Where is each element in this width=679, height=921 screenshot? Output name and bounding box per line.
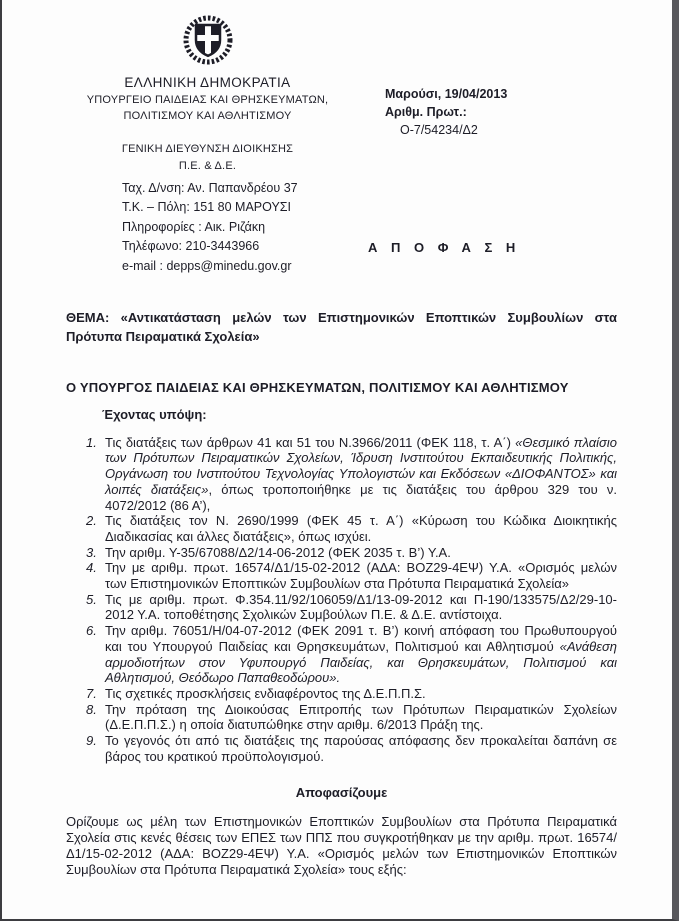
consideration-item — [86, 560, 617, 591]
consideration-number: 9. — [86, 733, 97, 749]
consideration-number: 4. — [86, 560, 97, 576]
protocol-block — [385, 85, 507, 139]
place-date: Μαρούσι, 19/04/2013 — [385, 87, 508, 101]
consideration-text: «Θεσμικό πλαίσιο των Πρότυπων Πειραματικών Σχολείων, Ίδρυση Ινστιτούτου Εκπαιδευτικής Πολιτικής, Οργάνωση του Ινστιτούτου Τεχνολογίας Υπολογιστών και Εκδόσεων «ΔΙΟΦΑΝΤΟΣ» και λοιπές διατάξεις» — [105, 434, 617, 497]
consideration-item — [86, 702, 617, 733]
contact-postal-city: Τ.Κ. – Πόλη: 151 80 ΜΑΡΟΥΣΙ — [122, 200, 291, 215]
consideration-number: 1. — [86, 434, 97, 450]
consideration-item — [86, 623, 617, 686]
consideration-item — [86, 592, 617, 623]
consideration-text: Την αριθμ. 76051/Η/04-07-2012 (ΦΕΚ 2091 τ. Β’) κοινή απόφαση του Πρωθυπουργού και του Υπουργού Παιδείας και Θρησκευμάτων, Πολιτισμού και Αθλητισμού — [105, 623, 617, 654]
protocol-label: Αριθμ. Πρωτ.: — [385, 105, 467, 120]
consideration-text: «Ανάθεση αρμοδιοτήτων στον Υφυπουργό Παιδείας, και Θρησκευμάτων, Πολιτισμού και Αθλητισμού, Θεόδωρο Παπαθεοδώρου». — [105, 638, 617, 686]
consideration-text: Το γεγονός ότι από τις διατάξεις της παρούσας απόφασης δεν προκαλείται δαπάνη σε βάρος του κρατικού προϋπολογισμού. — [105, 733, 617, 764]
minister-heading: Ο ΥΠΟΥΡΓΟΣ ΠΑΙΔΕΙΑΣ ΚΑΙ ΘΡΗΣΚΕΥΜΑΤΩΝ, ΠΟΛΙΤΙΣΜΟΥ ΚΑΙ ΑΘΛΗΤΙΣΜΟΥ — [66, 379, 569, 395]
consideration-item — [86, 435, 617, 514]
decide-heading: Αποφασίζουμε — [295, 785, 388, 801]
consideration-text: Τις διατάξεις των άρθρων 41 και 51 του Ν.3966/2011 (ΦΕΚ 118, τ. Α΄) — [105, 434, 516, 450]
consideration-item — [86, 733, 617, 764]
contact-information: Πληροφορίες : Αικ. Ριζάκη — [122, 219, 266, 234]
consideration-number: 6. — [86, 623, 97, 639]
consideration-number: 5. — [86, 591, 97, 607]
consideration-text: Τις με αριθμ. πρωτ. Φ.354.11/92/106059/Δ1/13-09-2012 και Π-190/133575/Δ2/29-10-2012 Υ.Α. τοποθέτησης Σχολικών Συμβούλων Π.Ε. & Δ.Ε. αντίστοιχα. — [105, 591, 617, 623]
contact-block — [122, 179, 298, 276]
closing-paragraph: Ορίζουμε ως μέλη των Επιστημονικών Εποπτικών Συμβουλίων στα Πρότυπα Πειραματικά Σχολεία στις κενές θέσεις των ΕΠΕΣ των ΠΠΣ που συγκροτήθηκαν με την αριθμ. πρωτ. 16574/Δ1/15-02-2012 (ΑΔΑ: ΒΟΖ29-4ΕΨ) Υ.Α. «Ορισμός μελών των Επιστημονικών Εποπτικών Συμβουλίων στα Πρότυπα Πειραματικά Σχολεία» τους εξής: — [66, 814, 617, 878]
consideration-text: Την αριθμ. Υ-35/67088/Δ2/14-06-2012 (ΦΕΚ 2035 τ. Β’) Υ.Α. — [105, 544, 451, 560]
subject-line: ΘΕΜΑ: «Αντικατάσταση μελών των Επιστημονικών Εποπτικών Συμβουλίων στα Πρότυπα Πειραματικά Σχολεία» — [66, 310, 617, 344]
consideration-text: Τις σχετικές προσκλήσεις ενδιαφέροντος της Δ.Ε.Π.Π.Σ. — [105, 685, 426, 701]
republic-title: ΕΛΛΗΝΙΚΗ ΔΗΜΟΚΡΑΤΙΑ — [124, 75, 291, 90]
directorate-line1: ΓΕΝΙΚΗ ΔΙΕΥΘΥΝΣΗ ΔΙΟΙΚΗΣΗΣ — [121, 142, 294, 155]
consideration-number: 3. — [86, 544, 97, 560]
header-left-block — [55, 12, 360, 174]
consideration-text: , όπως τροποποιήθηκε με τις διατάξεις του άρθρου 329 του ν. 4072/2012 (86 Α’), — [105, 481, 618, 513]
ministry-name-line2: ΠΟΛΙΤΙΣΜΟΥ ΚΑΙ ΑΘΛΗΤΙΣΜΟΥ — [123, 110, 292, 123]
contact-email: e-mail : depps@minedu.gov.gr — [122, 258, 292, 273]
consideration-text: Τις διατάξεις τον Ν. 2690/1999 (ΦΕΚ 45 τ. Α΄) «Κύρωση του Κώδικα Διοικητικής Διαδικασίας και άλλες διατάξεις», όπως ισχύει. — [105, 513, 617, 544]
contact-phone: Τηλέφωνο: 210-3443966 — [122, 239, 260, 254]
consideration-number: 2. — [86, 513, 97, 529]
consideration-item — [86, 545, 617, 561]
consideration-item — [86, 686, 617, 702]
consideration-item — [86, 513, 617, 544]
protocol-number: Ο-7/54234/Δ2 — [400, 123, 478, 138]
having-regard-label: Έχοντας υπόψη: — [102, 406, 207, 422]
consideration-number: 8. — [86, 701, 97, 717]
consideration-text: Την με αριθμ. πρωτ. 16574/Δ1/15-02-2012 (ΑΔΑ: ΒΟΖ29-4ΕΨ) Υ.Α. «Ορισμός μελών των Επιστημονικών Εποπτικών Συμβουλίων στα Πρότυπα Πειραματικά Σχολεία» — [105, 560, 617, 592]
decision-heading: Α Π Ο Φ Α Σ Η — [368, 240, 521, 255]
considerations-list — [86, 435, 617, 765]
consideration-text: Την πρόταση της Διοικούσας Επιτροπής των Πρότυπων Πειραματικών Σχολείων (Δ.Ε.Π.Π.Σ.) η οποία διατυπώθηκε στην αριθμ. 6/2013 Πράξη της. — [105, 701, 617, 733]
document-body — [66, 309, 617, 878]
contact-address: Ταχ. Δ/νση: Αν. Παπανδρέου 37 — [122, 181, 298, 195]
consideration-number: 7. — [86, 685, 97, 701]
greek-coat-of-arms-icon — [180, 12, 236, 70]
directorate-line2: Π.Ε. & Δ.Ε. — [178, 159, 237, 172]
ministry-name-line1: ΥΠΟΥΡΓΕΙΟ ΠΑΙΔΕΙΑΣ ΚΑΙ ΘΡΗΣΚΕΥΜΑΤΩΝ, — [86, 93, 329, 106]
